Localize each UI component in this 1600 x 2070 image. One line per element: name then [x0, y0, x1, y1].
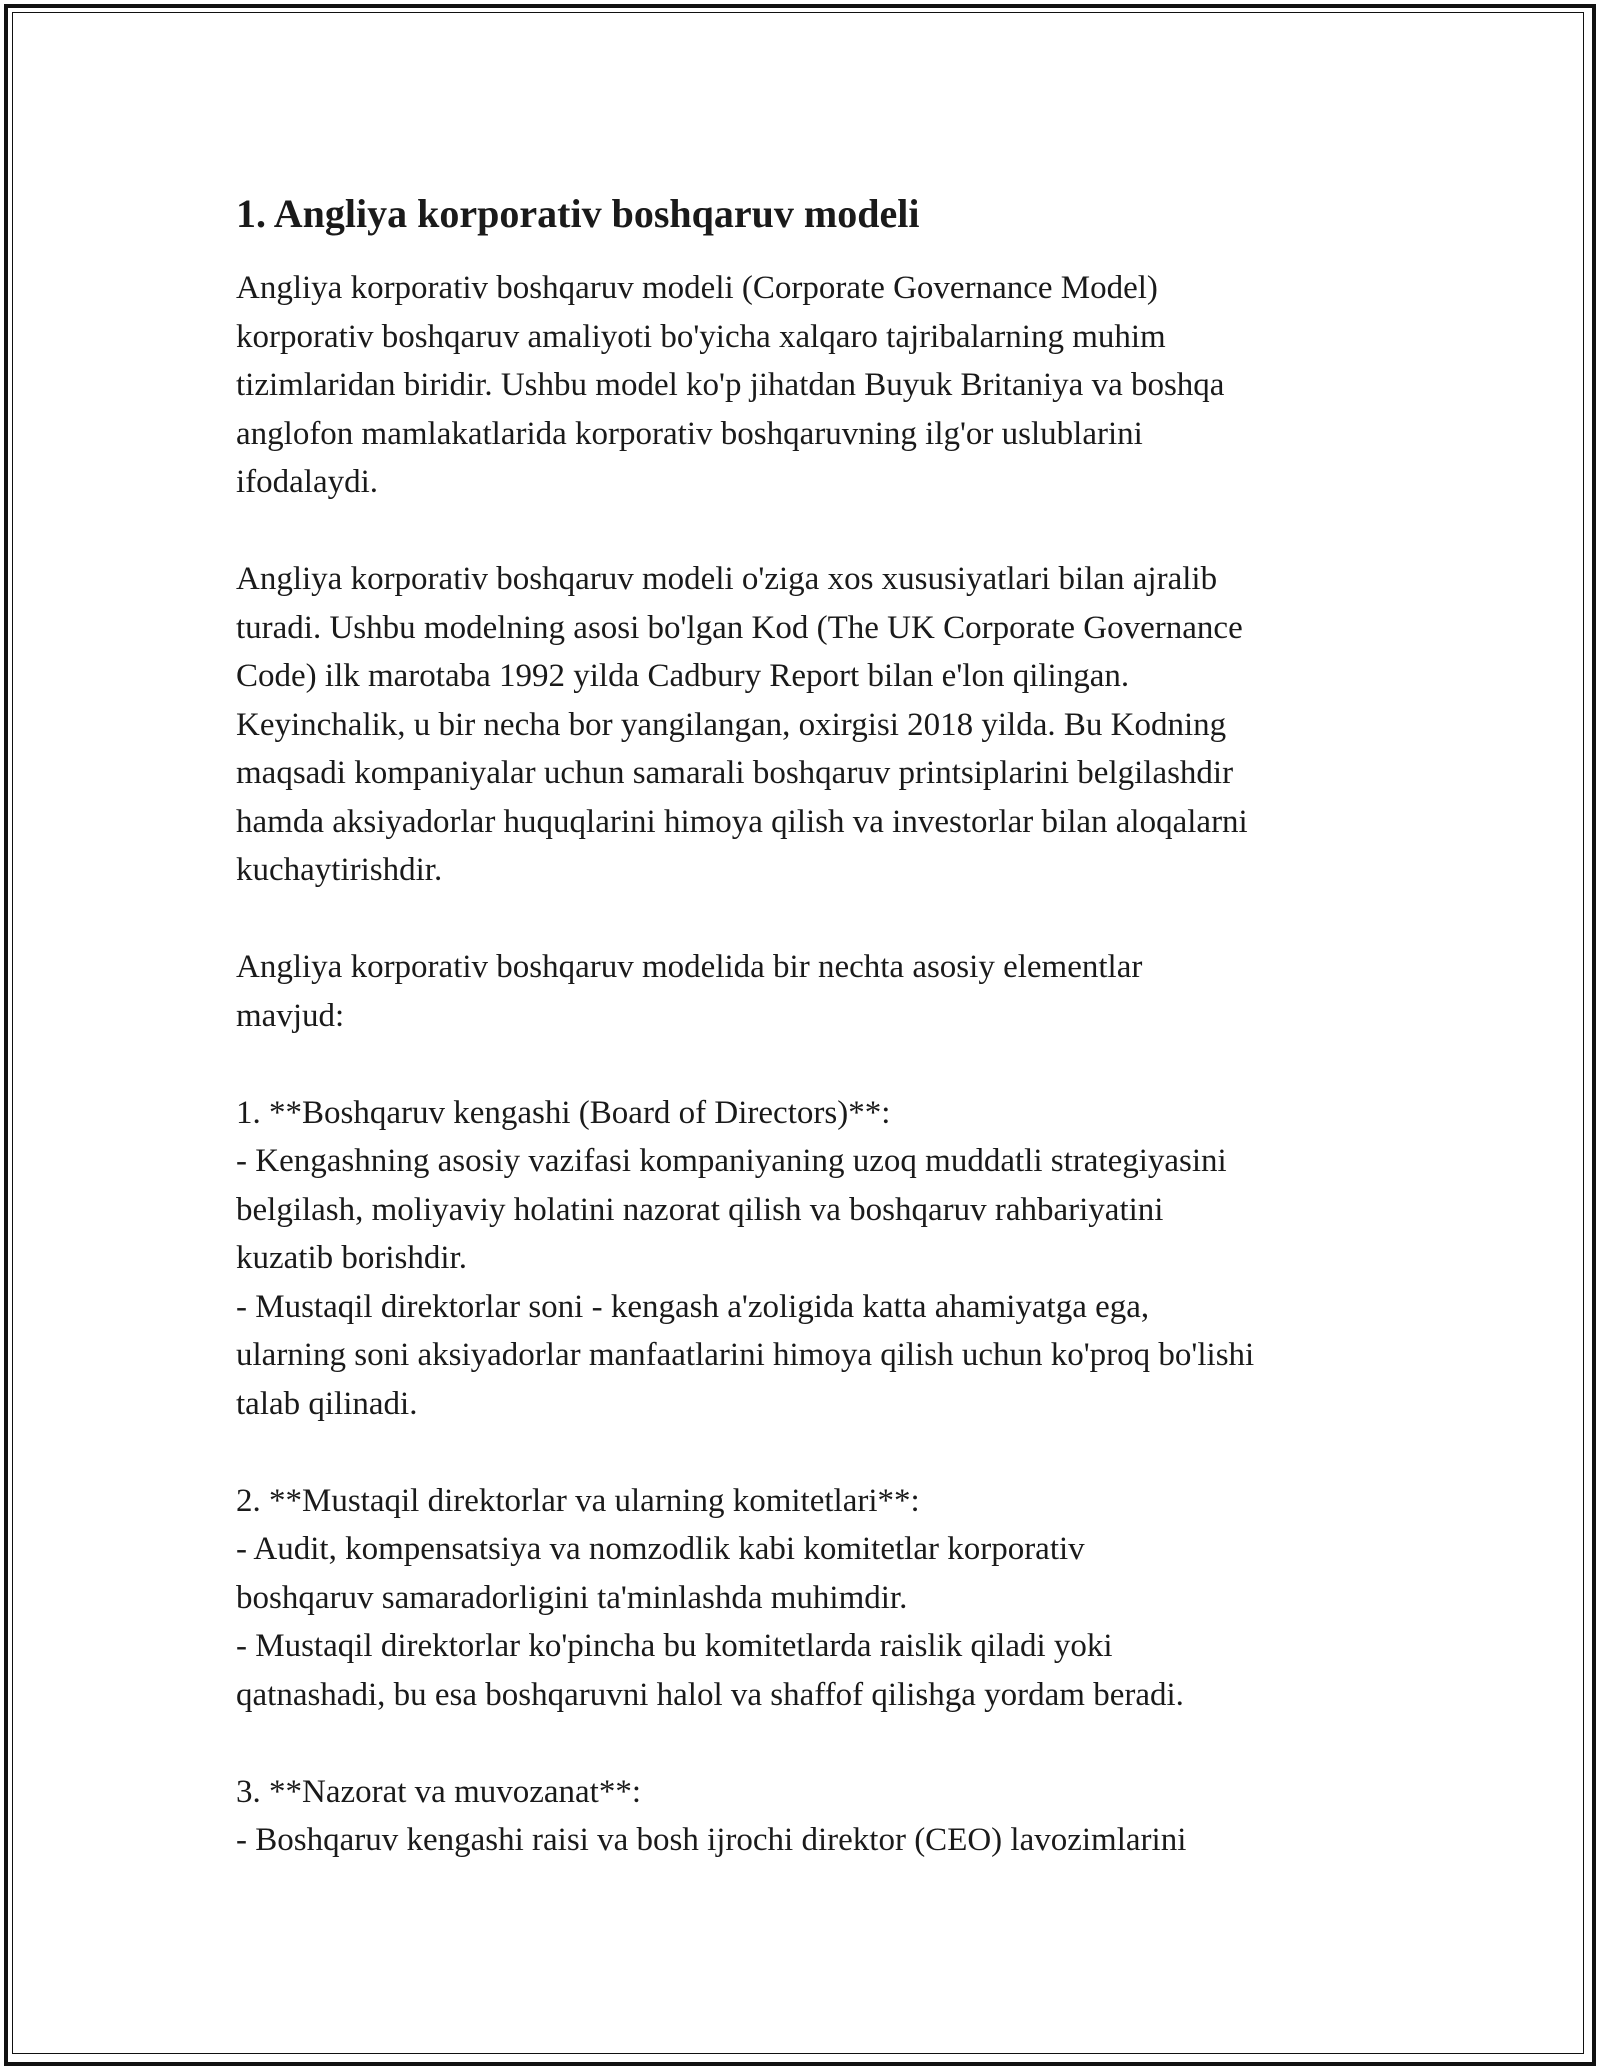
- paragraph-gap: [236, 1719, 1386, 1768]
- paragraph-gap: [236, 1040, 1386, 1089]
- paragraph-gap: [236, 895, 1386, 944]
- paragraph-code-history: Angliya korporativ boshqaruv modeli o'ziga xos xususiyatlari bilan ajralib turadi. Ushbu modelning asosi bo'lgan Kod (The UK Corporate Governance Code) ilk marotaba 1992 yilda Cadbury Report bilan e'lon qilingan. Keyinchalik, u bir necha bor yangilangan, oxirgisi 2018 yilda. Bu Kodning maqsadi kompaniyalar uchun samarali boshqaruv printsiplarini belgilashdir hamda aksiyadorlar huquqlarini himoya qilish va investorlar bilan aloqalarni kuchaytirishdir.: [236, 561, 1248, 888]
- section-heading: 1. Angliya korporativ boshqaruv modeli: [236, 191, 920, 236]
- paragraph-intro: Angliya korporativ boshqaruv modeli (Corporate Governance Model) korporativ boshqaruv amaliyoti bo'yicha xalqaro tajribalarning muhim tizimlaridan biridir. Ushbu model ko'p jihatdan Buyuk Britaniya va boshqa anglofon mamlakatlarida korporativ boshqaruvning ilg'or uslublarini ifodalaydi.: [236, 270, 1225, 500]
- list-item-control-balance: 3. **Nazorat va muvozanat**: - Boshqaruv kengashi raisi va bosh ijrochi direktor (CEO) lavozimlarini: [236, 1773, 1187, 1858]
- list-item-independent-directors: 2. **Mustaqil direktorlar va ularning komitetlari**: - Audit, kompensatsiya va nomzodlik kabi komitetlar korporativ boshqaruv samaradorligini ta'minlashda muhimdir. - Mustaqil direktorlar ko'pincha bu komitetlarda raislik qiladi yoki qatnashadi, bu esa boshqaruvni halol va shaffof qilishga yordam beradi.: [236, 1482, 1184, 1713]
- paragraph-gap: [236, 1428, 1386, 1477]
- paragraph-elements-intro: Angliya korporativ boshqaruv modelida bir nechta asosiy elementlar mavjud:: [236, 949, 1143, 1034]
- document-body: [236, 186, 1386, 1865]
- list-item-board-of-directors: 1. **Boshqaruv kengashi (Board of Directors)**: - Kengashning asosiy vazifasi kompaniyaning uzoq muddatli strategiyasini belgilash, moliyaviy holatini nazorat qilish va boshqaruv rahbariyatini kuzatib borishdir. - Mustaqil direktorlar soni - kengash a'zoligida katta ahamiyatga ega, ularning soni aksiyadorlar manfaatlarini himoya qilish uchun ko'proq bo'lishi talab qilinadi.: [236, 1094, 1255, 1422]
- paragraph-gap: [236, 507, 1386, 556]
